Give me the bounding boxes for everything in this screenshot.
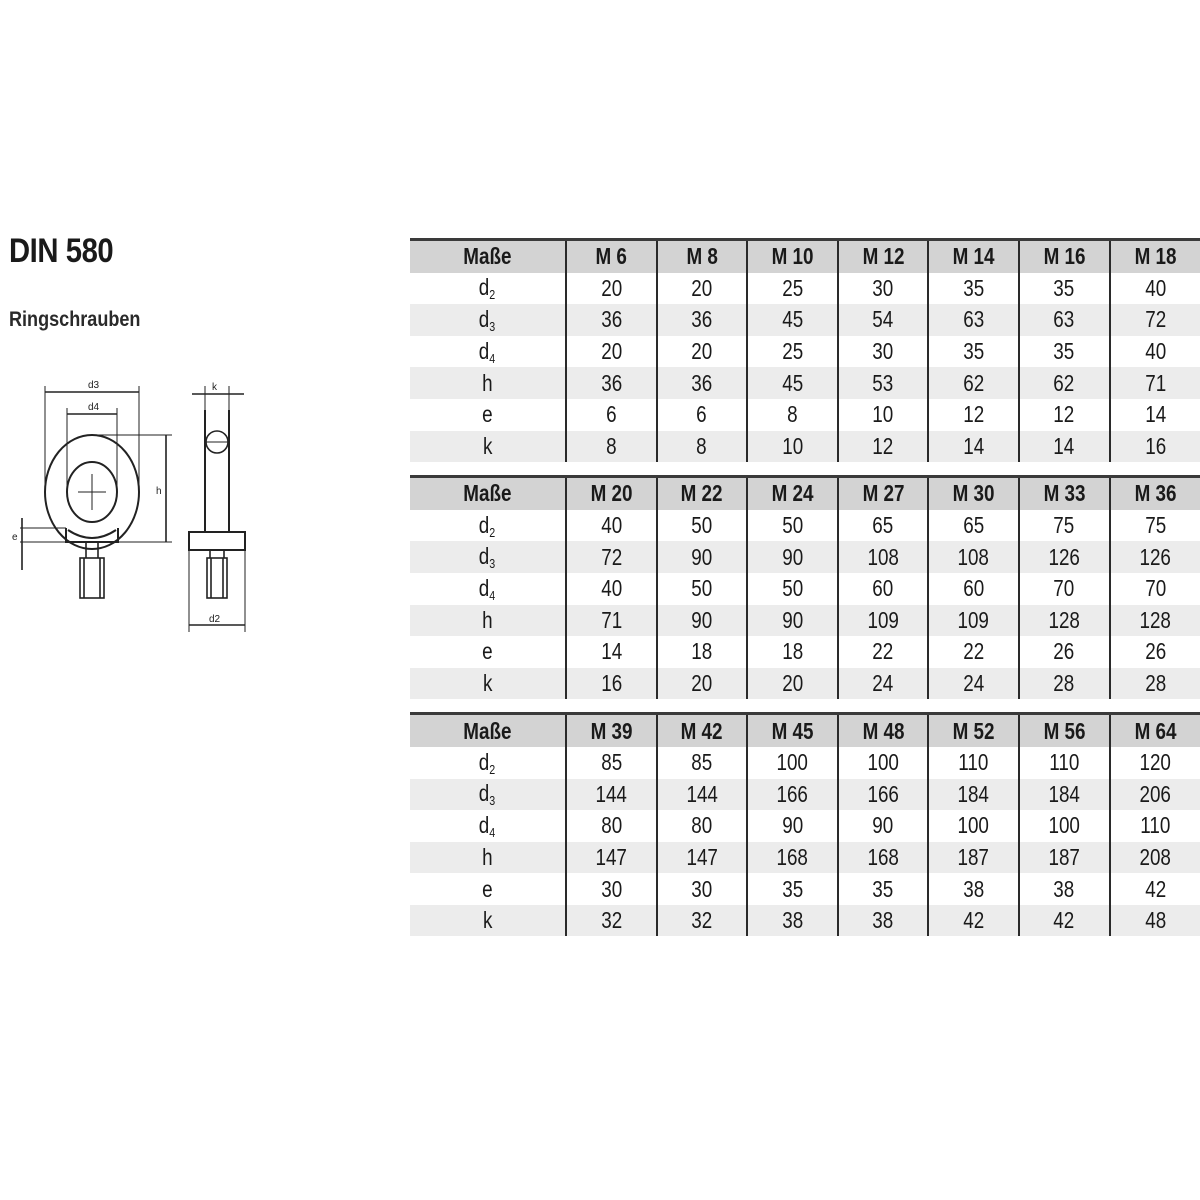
eye-bolt-drawing [0,370,260,640]
table-cell: 38 [838,905,929,937]
table-cell: 35 [1019,336,1110,368]
table-cell: 126 [1110,541,1200,573]
table-cell: 90 [747,541,838,573]
table-cell: 8 [566,431,657,463]
row-label: $d_2$ [479,274,496,303]
dimension-table [410,238,1200,462]
table-cell: 100 [747,747,838,779]
table-cell: 30 [838,336,929,368]
table-cell: 20 [747,668,838,700]
column-header-size: M 42 [657,714,748,747]
table-cell: 40 [566,510,657,542]
table-cell: 71 [1110,367,1200,399]
table-cell: 35 [928,273,1019,305]
table-cell: 26 [1019,636,1110,668]
table-cell: 22 [928,636,1019,668]
table-row [410,573,1200,605]
column-header-label: Maße [410,714,566,747]
row-label: $d_4$ [479,337,496,366]
row-label: e [482,401,493,428]
table-cell: 62 [928,367,1019,399]
table-row [410,336,1200,368]
table-cell: 184 [928,779,1019,811]
column-header-size: M 39 [566,714,657,747]
row-label: e [482,638,493,665]
column-header-size: M 16 [1019,240,1110,273]
table-cell: 14 [566,636,657,668]
table-cell: 38 [1019,873,1110,905]
table-cell: 109 [928,605,1019,637]
table-cell: 22 [838,636,929,668]
table-cell: 80 [566,810,657,842]
table-row [410,747,1200,779]
table-cell: 70 [1110,573,1200,605]
table-cell: 110 [1110,810,1200,842]
table-cell: 38 [928,873,1019,905]
column-header-size: M 8 [657,240,748,273]
table-cell: 42 [1019,905,1110,937]
table-cell: 30 [838,273,929,305]
table-cell: 208 [1110,842,1200,874]
table-row [410,399,1200,431]
row-label: e [482,875,493,902]
table-cell: 54 [838,304,929,336]
table-cell: 65 [838,510,929,542]
table-row [410,636,1200,668]
table-cell: 20 [566,336,657,368]
row-label: $d_2$ [479,511,496,540]
table-cell: 42 [928,905,1019,937]
table-cell: 100 [838,747,929,779]
table-cell: 126 [1019,541,1110,573]
label-h: h [156,486,162,497]
table-cell: 75 [1110,510,1200,542]
table-cell: 184 [1019,779,1110,811]
label-d4: d4 [88,402,100,413]
table-cell: 32 [566,905,657,937]
column-header-size: M 27 [838,477,929,510]
table-cell: 45 [747,304,838,336]
column-header-size: M 10 [747,240,838,273]
column-header-size: M 52 [928,714,1019,747]
table-cell: 128 [1019,605,1110,637]
table-cell: 36 [657,367,748,399]
label-e: e [12,532,18,543]
table-cell: 32 [657,905,748,937]
column-header-size: M 14 [928,240,1019,273]
column-header-size: M 48 [838,714,929,747]
label-d3: d3 [88,380,100,391]
table-cell: 50 [747,573,838,605]
column-header-size: M 45 [747,714,838,747]
table-cell: 38 [747,905,838,937]
table-cell: 90 [657,541,748,573]
table-cell: 14 [1019,431,1110,463]
table-cell: 42 [1110,873,1200,905]
table-cell: 6 [566,399,657,431]
column-header-size: M 33 [1019,477,1110,510]
table-cell: 110 [928,747,1019,779]
table-cell: 8 [747,399,838,431]
table-row [410,810,1200,842]
row-label: $d_2$ [479,748,496,777]
row-label: $d_4$ [479,574,496,603]
table-cell: 110 [1019,747,1110,779]
column-header-size: M 64 [1110,714,1200,747]
table-cell: 108 [928,541,1019,573]
table-cell: 144 [566,779,657,811]
table-cell: 12 [928,399,1019,431]
table-cell: 60 [928,573,1019,605]
table-cell: 16 [1110,431,1200,463]
column-header-size: M 6 [566,240,657,273]
table-row [410,905,1200,937]
column-header-label: Maße [410,477,566,510]
table-row [410,273,1200,305]
table-cell: 25 [747,273,838,305]
table-cell: 147 [566,842,657,874]
table-cell: 20 [657,668,748,700]
table-cell: 14 [1110,399,1200,431]
table-row [410,367,1200,399]
table-cell: 72 [566,541,657,573]
table-cell: 109 [838,605,929,637]
table-row [410,541,1200,573]
table-cell: 20 [657,336,748,368]
table-cell: 18 [657,636,748,668]
dimension-tables [410,238,1200,949]
table-cell: 60 [838,573,929,605]
table-cell: 20 [657,273,748,305]
table-cell: 168 [838,842,929,874]
table-cell: 40 [566,573,657,605]
table-row [410,510,1200,542]
row-label: $d_3$ [410,779,566,811]
table-cell: 85 [657,747,748,779]
table-cell: 90 [657,605,748,637]
table-cell: 10 [838,399,929,431]
table-cell: 147 [657,842,748,874]
table-row [410,668,1200,700]
table-cell: 30 [657,873,748,905]
table-cell: 187 [1019,842,1110,874]
table-cell: 20 [566,273,657,305]
table-cell: 24 [928,668,1019,700]
table-cell: 62 [1019,367,1110,399]
table-cell: 26 [1110,636,1200,668]
table-cell: 36 [566,367,657,399]
table-cell: 85 [566,747,657,779]
row-label: h [410,605,566,637]
table-cell: 35 [1019,273,1110,305]
table-cell: 144 [657,779,748,811]
table-cell: 120 [1110,747,1200,779]
table-cell: 6 [657,399,748,431]
table-cell: 28 [1019,668,1110,700]
table-cell: 187 [928,842,1019,874]
dimension-table [410,712,1200,936]
page-subtitle: Ringschrauben [9,308,141,331]
table-cell: 90 [747,605,838,637]
column-header-size: M 36 [1110,477,1200,510]
row-label: $d_4$ [479,811,496,840]
table-row [410,779,1200,811]
row-label: h [410,842,566,874]
table-cell: 100 [928,810,1019,842]
column-header-size: M 12 [838,240,929,273]
row-label: $d_3$ [410,304,566,336]
label-d2: d2 [209,614,221,625]
table-cell: 12 [1019,399,1110,431]
table-cell: 35 [747,873,838,905]
table-cell: 65 [928,510,1019,542]
table-row [410,605,1200,637]
column-header-size: M 22 [657,477,748,510]
table-cell: 75 [1019,510,1110,542]
table-cell: 53 [838,367,929,399]
table-cell: 35 [928,336,1019,368]
column-header-size: M 18 [1110,240,1200,273]
column-header-size: M 24 [747,477,838,510]
table-cell: 71 [566,605,657,637]
table-cell: 12 [838,431,929,463]
table-cell: 10 [747,431,838,463]
row-label: k [410,668,566,700]
table-cell: 90 [838,810,929,842]
table-cell: 108 [838,541,929,573]
table-cell: 63 [928,304,1019,336]
table-row [410,304,1200,336]
table-cell: 206 [1110,779,1200,811]
table-cell: 30 [566,873,657,905]
table-cell: 128 [1110,605,1200,637]
column-header-size: M 20 [566,477,657,510]
column-header-size: M 56 [1019,714,1110,747]
table-cell: 100 [1019,810,1110,842]
table-cell: 14 [928,431,1019,463]
table-row [410,842,1200,874]
table-cell: 48 [1110,905,1200,937]
row-label: k [410,431,566,463]
table-cell: 18 [747,636,838,668]
table-cell: 166 [747,779,838,811]
table-cell: 50 [657,510,748,542]
label-k: k [212,382,217,393]
table-cell: 28 [1110,668,1200,700]
column-header-size: M 30 [928,477,1019,510]
table-cell: 168 [747,842,838,874]
row-label: k [410,905,566,937]
table-cell: 45 [747,367,838,399]
row-label: h [410,367,566,399]
table-cell: 25 [747,336,838,368]
page-title: DIN 580 [9,232,114,270]
table-cell: 35 [838,873,929,905]
row-label: $d_3$ [410,541,566,573]
table-row [410,431,1200,463]
table-row [410,873,1200,905]
table-cell: 8 [657,431,748,463]
table-cell: 36 [566,304,657,336]
table-cell: 63 [1019,304,1110,336]
table-cell: 90 [747,810,838,842]
table-cell: 40 [1110,273,1200,305]
table-cell: 72 [1110,304,1200,336]
table-cell: 166 [838,779,929,811]
table-cell: 24 [838,668,929,700]
table-cell: 80 [657,810,748,842]
table-cell: 70 [1019,573,1110,605]
table-cell: 16 [566,668,657,700]
table-cell: 36 [657,304,748,336]
dimension-table [410,475,1200,699]
table-cell: 50 [747,510,838,542]
column-header-label: Maße [410,240,566,273]
table-cell: 40 [1110,336,1200,368]
table-cell: 50 [657,573,748,605]
